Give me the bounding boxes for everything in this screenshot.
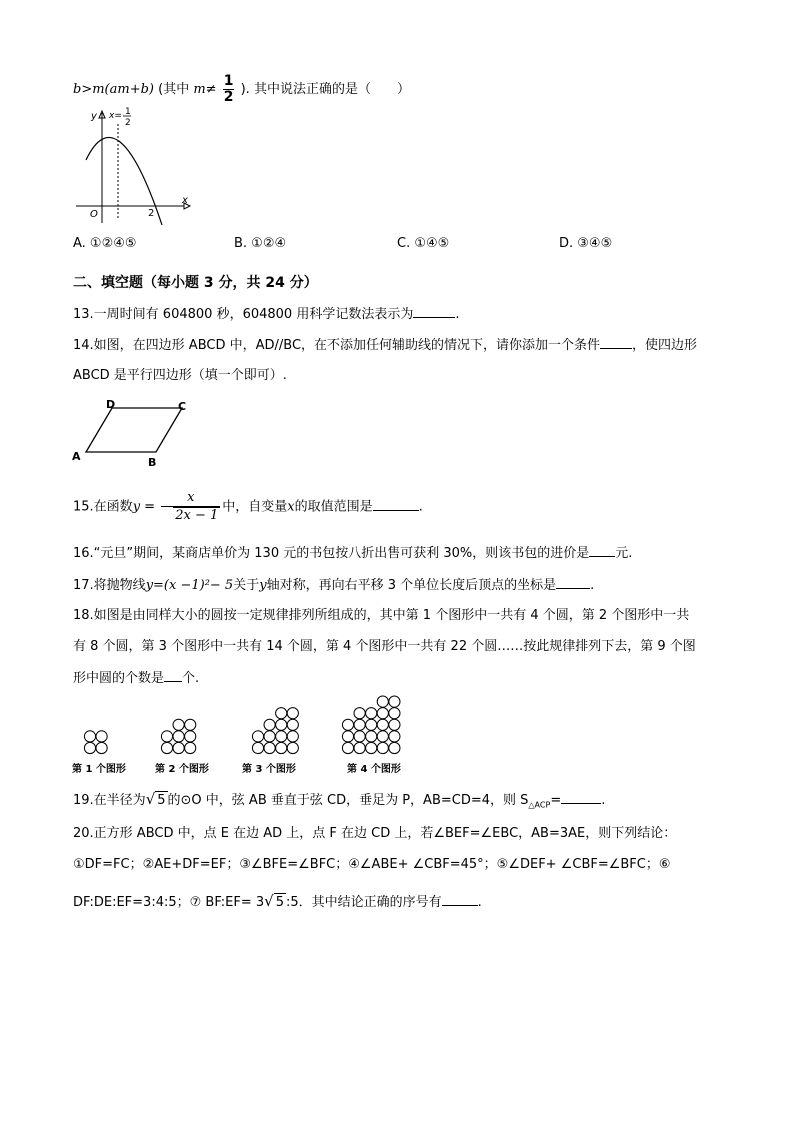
q20-end: . [477,895,482,910]
pattern-circle [389,708,400,719]
pattern-circle [264,719,275,730]
q20-text3a: DF:DE:EF=3:4:5；⑦ BF:EF= 3 [73,895,265,910]
q15-mid: 中，自变量 [222,499,288,515]
q20-blank [442,893,478,906]
vertex-a: A [72,450,81,463]
q19-sub: △ACP [528,800,551,810]
q14-blank [600,336,632,349]
q18-text3: 形中圆的个数是 [73,671,165,686]
x-label: x [182,195,188,206]
q19-eq: = [550,793,562,808]
q13-blank [413,305,455,318]
q15-prefix: 15.在函数 [73,499,133,515]
pattern-circle [377,742,388,753]
q16-text: 16.“元旦”期间，某商店单价为 130 元的书包按八折出售可获利 30%，则该书包的进价是 [73,546,590,561]
pattern-circle [252,731,263,742]
pattern-circle [366,719,377,730]
pattern-circle [366,731,377,742]
q15-x: x [287,499,295,515]
pattern-circle [173,742,184,753]
q18-line1: 18.如图是由同样大小的圆按一定规律排列所组成的，其中第 1 个图形中一共有 4 个圆，第 2 个图形中一共 [73,608,690,623]
pattern-circle [264,731,275,742]
q19-end: . [601,793,606,808]
q12-fraction: $\frac{1}{2}$ [223,73,234,105]
pattern-circle [377,719,388,730]
q20-text3b: :5．其中结论正确的序号有 [286,895,442,910]
vertex-d: D [106,398,116,411]
caption-1: 第 1 个图形 [72,764,126,775]
caption-4: 第 4 个图形 [347,764,401,775]
q15-eq: = [140,499,160,515]
pattern-circle [389,731,400,742]
parallelogram-shape [86,408,182,452]
q12-text1: (其中 [158,82,190,97]
vertex-c: C [178,400,187,413]
two-label: 2 [148,208,155,219]
q17-end: . [590,578,595,593]
eq-num: 1 [125,107,131,117]
q16-tail: 元. [615,546,633,561]
circle-pattern-figures [70,688,430,778]
eq-den: 2 [125,118,131,128]
parallelogram-figure [66,396,196,468]
q19-rest: 的⊙O 中，弦 AB 垂直于弦 CD，垂足为 P，AB=CD=4，则 S [167,793,529,808]
pattern-circle [287,708,298,719]
pattern-circle [252,742,263,753]
q15 [73,490,423,524]
caption-3: 第 3 个图形 [242,764,296,775]
pattern-circle [354,731,365,742]
pattern-circle [366,708,377,719]
q12-continuation [73,74,410,105]
pattern-circle [276,742,287,753]
pattern-circle [161,742,172,753]
pattern-circle [354,719,365,730]
q16 [73,544,632,563]
q15-end: . [418,499,423,515]
q17-tail: 轴对称，再向右平移 3 个单位长度后顶点的坐标是 [266,578,557,593]
pattern-circle [342,719,353,730]
pattern-circle [84,731,95,742]
pattern-circle [276,708,287,719]
pattern-circle [264,742,275,753]
origin-label: O [90,209,98,220]
q14-line1 [73,336,697,355]
pattern-circle [366,742,377,753]
pattern-circle [354,742,365,753]
q12-m: m≠ [193,82,217,97]
pattern-circle [276,731,287,742]
pattern-circle [276,719,287,730]
pattern-circle [185,731,196,742]
pattern-circle [287,742,298,753]
caption-2: 第 2 个图形 [155,764,209,775]
pattern-circle [185,742,196,753]
q14-tail: ，使四边形 [632,338,698,353]
q17 [73,576,594,595]
eq-x-label: x= [109,111,122,121]
q17-prefix: 17.将抛物线 [73,578,146,593]
sqrt-sign: √ [145,790,156,808]
q13-text: 13.一周时间有 604800 秒，604800 用科学记数法表示为 [73,307,414,322]
pattern-circle [389,696,400,707]
pattern-circle [173,719,184,730]
y-label: y [91,111,97,122]
q18-blank [164,669,182,682]
pattern-circle [287,731,298,742]
pattern-circle [389,719,400,730]
q19-blank [561,791,601,804]
pattern-circle [377,708,388,719]
q12-math: b>m(am+b) [73,82,154,97]
q17-blank [556,576,590,589]
pattern-circle [354,708,365,719]
pattern-circle [84,742,95,753]
q19 [73,790,605,815]
q20-sqrt: 5 [275,895,285,910]
q12-text2: ). 其中说法正确的是（ ） [240,82,410,97]
pattern-circle [173,731,184,742]
q17-formula: y=(x −1)²− 5 [145,578,234,593]
q13 [73,305,459,324]
q19-sqrt: 5 [157,793,166,808]
q16-blank [589,544,615,557]
pattern-circle [342,731,353,742]
pattern-circle [96,742,107,753]
pattern-circle [377,731,388,742]
vertex-b: B [148,456,157,468]
pattern-circle [161,731,172,742]
option-b: B. ①②④ [234,236,287,251]
q20-line1: 20.正方形 ABCD 中，点 E 在边 AD 上，点 F 在边 CD 上，若∠BEF=∠EBC，AB=3AE，则下列结论： [73,826,677,841]
pattern-circle [287,719,298,730]
q18-line2: 有 8 个圆，第 3 个图形中一共有 14 个圆，第 4 个图形中一共有 22 个圆……按此规律排列下去，第 9 个图 [73,639,696,654]
option-a: A. ①②④⑤ [73,236,137,251]
q20-line2: ①DF=FC；②AE+DF=EF；③∠BFE=∠BFC；④∠ABE+ ∠CBF=45°；⑤∠DEF+ ∠CBF=∠BFC；⑥ [73,857,671,872]
q15-fraction: $\frac{x}{2x - 1}$ [161,490,220,524]
section-title: 二、填空题（每小题 3 分，共 24 分） [73,275,318,291]
q15-tail: 的取值范围是 [294,499,373,515]
q15-blank [373,498,419,511]
q17-mid: 关于 [233,578,260,593]
q19-prefix: 19.在半径为 [73,793,146,808]
option-d: D. ③④⑤ [559,236,613,251]
q20-line3 [73,892,482,912]
q15-y: y [132,499,141,515]
q17-y: y [259,578,267,593]
option-c: C. ①④⑤ [397,236,450,251]
parabola-graph [72,105,192,225]
pattern-circle [389,742,400,753]
pattern-circle [185,719,196,730]
pattern-circle [377,696,388,707]
q14-line2: ABCD 是平行四边形（填一个即可）. [73,368,287,383]
sqrt-sign-2: √ [264,892,274,910]
q14-text1: 14.如图，在四边形 ABCD 中，AD//BC，在不添加任何辅助线的情况下，请你添加一个条件 [73,338,601,353]
circle-group [84,696,400,754]
pattern-circle [342,742,353,753]
q18-line3 [73,669,199,688]
q13-tail: . [455,307,460,322]
q18-tail: 个. [182,671,200,686]
pattern-circle [96,731,107,742]
